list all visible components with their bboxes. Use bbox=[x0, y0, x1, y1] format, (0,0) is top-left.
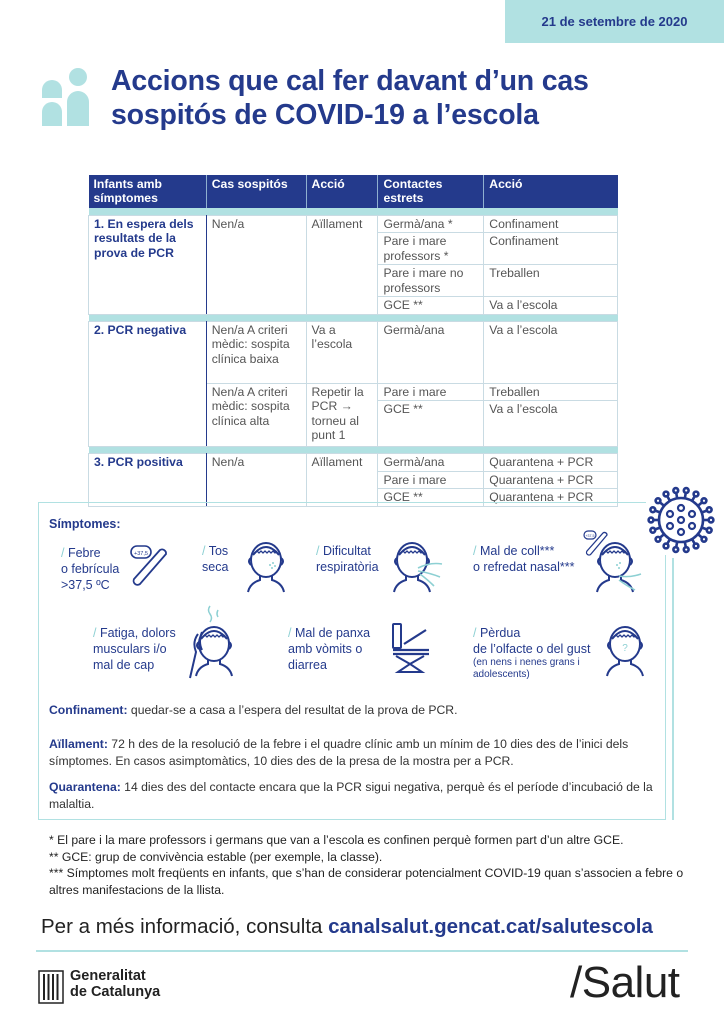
contact-cell: Pare i mare no professors bbox=[378, 265, 484, 297]
contact-action-cell: Treballen bbox=[484, 383, 618, 401]
symptom-text: musculars i/o bbox=[93, 642, 167, 656]
slash-mark: / bbox=[473, 626, 477, 640]
virus-spike-tip bbox=[694, 492, 699, 497]
virus-spike-tip bbox=[650, 528, 655, 533]
symptom-text: o refredat nasal*** bbox=[473, 560, 575, 574]
case-cell: Nen/a A criteri mèdic: sospita clínica baixa bbox=[206, 321, 306, 383]
symptom-cough bbox=[202, 543, 228, 575]
header-contact-action: Acció bbox=[484, 175, 618, 208]
date-badge bbox=[505, 0, 724, 43]
virus-spike-tip bbox=[684, 488, 689, 493]
action-cell: Repetir la PCR → torneu al punt 1 bbox=[306, 383, 378, 447]
footnotes bbox=[49, 832, 699, 898]
org-line: Generalitat bbox=[70, 968, 146, 984]
slash-mark: / bbox=[288, 626, 292, 640]
virus-spike-tip bbox=[694, 544, 699, 549]
symptom-text: seca bbox=[202, 560, 229, 574]
section-label: 3. PCR positiva bbox=[89, 454, 207, 507]
symptom-text: Mal de panxa bbox=[294, 626, 371, 640]
definition-aillament bbox=[49, 736, 659, 770]
title-line-2: sospitós de COVID-19 a l’escola bbox=[111, 99, 539, 131]
definition-term: Aïllament: bbox=[49, 737, 108, 751]
slash-mark: / bbox=[473, 544, 477, 558]
contact-cell: GCE ** bbox=[378, 401, 484, 447]
contact-action-cell: Va a l’escola bbox=[484, 401, 618, 447]
symptom-headache bbox=[93, 625, 176, 673]
footer-divider bbox=[36, 950, 688, 952]
section-label: 1. En espera dels resultats de la prova de PCR bbox=[89, 215, 207, 314]
symptom-text: Febre bbox=[67, 546, 101, 560]
generalitat-emblem-icon bbox=[38, 970, 64, 1004]
slash-mark: / bbox=[316, 544, 320, 558]
header-case: Cas sospitós bbox=[206, 175, 306, 208]
symptom-text: Tos bbox=[208, 544, 229, 558]
virus-spike-tip bbox=[664, 544, 669, 549]
slash-mark: / bbox=[93, 626, 97, 640]
more-info-text: Per a més informació, consulta bbox=[41, 915, 329, 938]
virus-spike-tip bbox=[673, 547, 678, 552]
symptom-text: Dificultat bbox=[322, 544, 371, 558]
symptom-smell-loss bbox=[473, 625, 608, 681]
header-action: Acció bbox=[306, 175, 378, 208]
more-info-link[interactable]: canalsalut.gencat.cat/salutescola bbox=[328, 915, 653, 938]
virus-spike-tip bbox=[707, 528, 712, 533]
definition-text: 14 dies des del contacte encara que la PCR sigui negativa, perquè és el període d’incubació de la malaltia. bbox=[49, 780, 653, 811]
date-text: 21 de setembre de 2020 bbox=[541, 14, 688, 29]
slash-mark: / bbox=[61, 546, 65, 560]
definition-term: Quarantena: bbox=[49, 780, 121, 794]
thermometer-label: +37,5 bbox=[585, 534, 595, 538]
symptom-text: >37,5 ºC bbox=[61, 578, 110, 592]
action-cell: Va a l’escola bbox=[306, 321, 378, 383]
contact-action-cell: Va a l’escola bbox=[484, 321, 618, 383]
thermometer-label: +37,5 bbox=[134, 551, 148, 557]
virus-spike-tip bbox=[709, 518, 714, 523]
contact-cell: Pare i mare professors * bbox=[378, 233, 484, 265]
case-cell: Nen/a A criteri mèdic: sospita clínica alta bbox=[206, 383, 306, 447]
virus-spike-tip bbox=[702, 537, 707, 542]
definition-confinament bbox=[49, 702, 659, 719]
contact-cell: Germà/ana * bbox=[378, 215, 484, 233]
more-info bbox=[41, 915, 653, 939]
contact-action-cell: Confinament bbox=[484, 233, 618, 265]
symptom-text: amb vòmits o bbox=[288, 642, 363, 656]
title-line-1: Accions que cal fer davant d’un cas bbox=[111, 65, 589, 97]
breathing-face-icon bbox=[390, 538, 446, 594]
symptom-breathing bbox=[316, 543, 379, 575]
contact-cell: GCE ** bbox=[378, 489, 484, 507]
virus-spike-tip bbox=[707, 507, 712, 512]
org-line: de Catalunya bbox=[70, 984, 161, 1000]
virus-spike-tip bbox=[684, 547, 689, 552]
symptom-text: de l’olfacte o del gust bbox=[473, 642, 591, 656]
case-cell: Nen/a bbox=[206, 215, 306, 314]
section-separator bbox=[89, 447, 618, 454]
salut-brand: /Salut bbox=[570, 958, 680, 1007]
contact-cell: GCE ** bbox=[378, 297, 484, 315]
box-divider bbox=[672, 558, 674, 820]
virus-spike-tip bbox=[656, 537, 661, 542]
contact-action-cell: Quarantena + PCR bbox=[484, 471, 618, 489]
toilet-icon bbox=[390, 622, 432, 674]
contact-action-cell: Va a l’escola bbox=[484, 297, 618, 315]
people-logo-icon bbox=[40, 68, 94, 126]
slash-mark: / bbox=[202, 544, 206, 558]
headache-face-icon bbox=[188, 604, 238, 680]
contact-cell: Pare i mare bbox=[378, 471, 484, 489]
section-separator bbox=[89, 314, 618, 321]
contact-cell: Germà/ana bbox=[378, 321, 484, 383]
action-cell: Aïllament bbox=[306, 454, 378, 507]
virus-spike-tip bbox=[650, 507, 655, 512]
cough-face-icon bbox=[244, 538, 288, 594]
generalitat-name bbox=[70, 968, 160, 1000]
contact-action-cell: Quarantena + PCR bbox=[484, 454, 618, 472]
symptom-fever bbox=[61, 545, 119, 593]
table-row bbox=[89, 215, 618, 233]
symptom-text: Pèrdua bbox=[479, 626, 521, 640]
virus-spike-tip bbox=[649, 518, 654, 523]
header-contacts: Contactes estrets bbox=[378, 175, 484, 208]
thermometer-icon bbox=[128, 544, 172, 592]
symptom-text: Fatiga, dolors bbox=[99, 626, 176, 640]
symptom-sore-throat bbox=[473, 543, 574, 575]
definition-quarantena bbox=[49, 779, 659, 813]
contact-cell: Germà/ana bbox=[378, 454, 484, 472]
contact-cell: Pare i mare bbox=[378, 383, 484, 401]
section-separator bbox=[89, 208, 618, 215]
virus-icon bbox=[646, 485, 716, 555]
footnote: *** Símptomes molt freqüents en infants, que s’han de considerar potencialment COVID-19 quan s’associen a febre o altres manifestacions de la llista. bbox=[49, 866, 684, 897]
symptom-text: diarrea bbox=[288, 658, 327, 672]
actions-table bbox=[88, 175, 618, 507]
symptom-stomach bbox=[288, 625, 370, 673]
symptom-text: Mal de coll*** bbox=[479, 544, 555, 558]
symptom-note: (en nens i nenes grans i adolescents) bbox=[473, 657, 580, 680]
case-cell: Nen/a bbox=[206, 454, 306, 507]
question-mark: ? bbox=[622, 643, 628, 654]
symptoms-title: Símptomes: bbox=[49, 517, 121, 531]
header-infants: Infants amb símptomes bbox=[89, 175, 207, 208]
virus-spike-tip bbox=[656, 498, 661, 503]
virus-spike-tip bbox=[664, 492, 669, 497]
symptom-text: respiratòria bbox=[316, 560, 379, 574]
footnote: ** GCE: grup de convivència estable (per exemple, la classe). bbox=[49, 849, 383, 864]
footnote: * El pare i la mare professors i germans que van a l’escola es confinen perquè formen part d’un altre GCE. bbox=[49, 833, 624, 847]
section-label: 2. PCR negativa bbox=[89, 321, 207, 447]
page-title bbox=[111, 64, 671, 132]
table-header-row bbox=[89, 175, 618, 208]
action-cell: Aïllament bbox=[306, 215, 378, 314]
smell-loss-face-icon bbox=[603, 622, 647, 678]
table-row bbox=[89, 454, 618, 472]
sore-throat-face-icon bbox=[583, 530, 647, 596]
symptom-text: o febrícula bbox=[61, 562, 120, 576]
contact-action-cell: Quarantena + PCR bbox=[484, 489, 618, 507]
virus-spike-tip bbox=[702, 498, 707, 503]
table-row bbox=[89, 321, 618, 383]
definition-text: 72 h des de la resolució de la febre i el quadre clínic amb un mínim de 10 dies des de l’inici dels símptomes. En casos asimptomàtics, 10 dies des de la presa de la mostra per a PCR. bbox=[49, 737, 629, 768]
definition-term: Confinament: bbox=[49, 703, 128, 717]
definition-text: quedar-se a casa a l’espera del resultat de la prova de PCR. bbox=[127, 703, 458, 717]
contact-action-cell: Confinament bbox=[484, 215, 618, 233]
virus-spike-tip bbox=[673, 488, 678, 493]
contact-action-cell: Treballen bbox=[484, 265, 618, 297]
symptom-text: mal de cap bbox=[93, 658, 155, 672]
